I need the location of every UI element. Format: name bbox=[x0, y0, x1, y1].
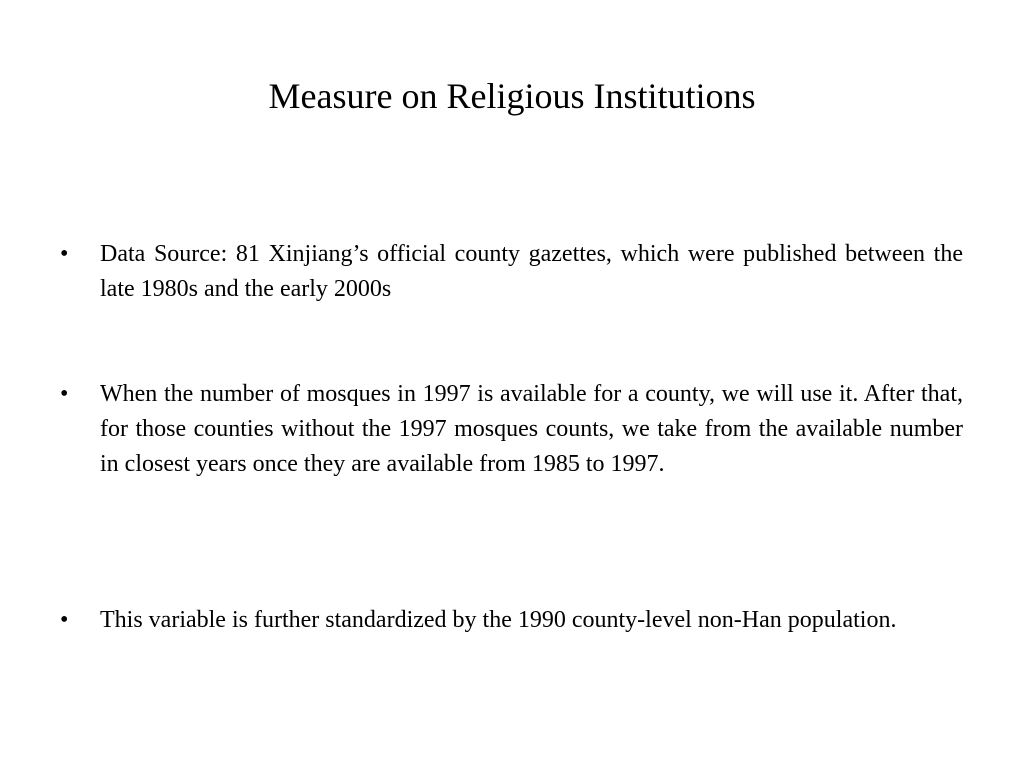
bullet-text: When the number of mosques in 1997 is available for a county, we will use it. After that, for those counties without the 1997 mosques counts, we take from the available number in closest years once they are available from 1985 to 1997. bbox=[100, 381, 963, 477]
bullet-marker: • bbox=[60, 381, 69, 407]
slide-title: Measure on Religious Institutions bbox=[268, 76, 756, 116]
bullet-item-mosque-count bbox=[60, 377, 963, 482]
bullet-marker: • bbox=[60, 607, 69, 633]
bullet-text: This variable is further standardized by the 1990 county-level non-Han population. bbox=[100, 607, 897, 633]
bullet-item-data-source bbox=[60, 237, 963, 307]
bullet-text: Data Source: 81 Xinjiang’s official county gazettes, which were published between the late 1980s and the early 2000s bbox=[100, 241, 963, 302]
bullet-item-standardization bbox=[60, 603, 963, 638]
bullet-marker: • bbox=[60, 241, 69, 267]
